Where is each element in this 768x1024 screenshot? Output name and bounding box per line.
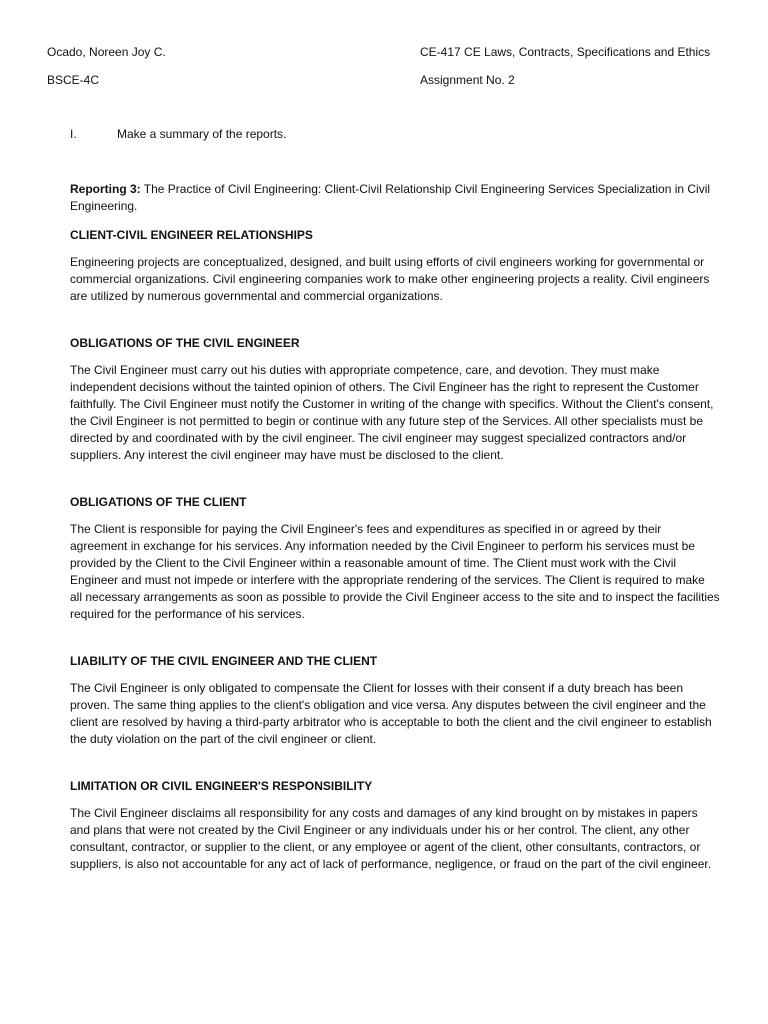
section-heading-relationships: CLIENT-CIVIL ENGINEER RELATIONSHIPS (70, 228, 313, 242)
section-heading-limitation: LIMITATION OR CIVIL ENGINEER'S RESPONSIBILITY (70, 779, 373, 793)
section-heading-client-obligations: OBLIGATIONS OF THE CLIENT (70, 495, 247, 509)
instruction-text: Make a summary of the reports. (117, 127, 287, 141)
section-text-relationships: Engineering projects are conceptualized, designed, and built using efforts of civil engineers working for governmental or commercial organizations. Civil engineering companies work to make other engineering projects a reality. Civil engineers are utilized by numerous governmental and commercial organizations. (70, 255, 710, 303)
reporting-label: Reporting 3: (70, 182, 141, 196)
section-text-engineer-obligations: The Civil Engineer must carry out his duties with appropriate competence, care, and devotion. They must make independent decisions without the tainted opinion of others. The Civil Engineer has the right to represent the Customer faithfully. The Civil Engineer must notify the Customer in writing of the change with specifics. Without the Client's consent, the Civil Engineer is not permitted to begin or continue with any future step of the Services. All other specialists must be directed by and coordinated with by the civil engineer. The civil engineer may suggest specialized contractors and/or suppliers. Any interest the civil engineer may have must be disclosed to the client. (70, 363, 714, 462)
section-text-liability: The Civil Engineer is only obligated to compensate the Client for losses with their consent if a duty breach has been proven. The same thing applies to the client's obligation and vice versa. Any disputes between the civil engineer and the client are resolved by having a third-party arbitrator who is acceptable to both the client and the civil engineer to establish the duty violation on the part of the civil engineer or client. (70, 681, 712, 746)
section-text-limitation: The Civil Engineer disclaims all responsibility for any costs and damages of any kind brought on by mistakes in papers and plans that were not created by the Civil Engineer or any individuals under his or her control. The client, any other consultant, contractor, or supplier to the client, or any employee or agent of the client, other consultants, contractors, or suppliers, is also not accountable for any act of lack of performance, negligence, or fraud on the part of the civil engineer. (70, 806, 712, 871)
reporting-title: The Practice of Civil Engineering: Client-Civil Relationship Civil Engineering Services Specialization in Civil Engineering. (70, 182, 711, 213)
section-text-client-obligations: The Client is responsible for paying the Civil Engineer's fees and expenditures as specified in or agreed by their agreement in exchange for his services. Any information needed by the Civil Engineer to perform his services must be provided by the Client to the Civil Engineer within a reasonable amount of time. The Client must work with the Civil Engineer and must not impede or interfere with the appropriate rendering of the services. The Client is required to make all necessary arrangements as soon as possible to provide the Civil Engineer access to the site and to inspect the facilities required for the performance of his services. (70, 522, 720, 621)
instruction-number: I. (70, 127, 77, 141)
section-heading-engineer-obligations: OBLIGATIONS OF THE CIVIL ENGINEER (70, 336, 300, 350)
course-title: CE-417 CE Laws, Contracts, Specifications and Ethics (420, 45, 711, 59)
section-heading-liability: LIABILITY OF THE CIVIL ENGINEER AND THE CLIENT (70, 654, 378, 668)
reporting-line (70, 181, 720, 215)
report-body (70, 181, 720, 873)
student-name: Ocado, Noreen Joy C. (47, 45, 166, 59)
student-section: BSCE-4C (47, 73, 100, 87)
assignment-number: Assignment No. 2 (420, 73, 515, 87)
